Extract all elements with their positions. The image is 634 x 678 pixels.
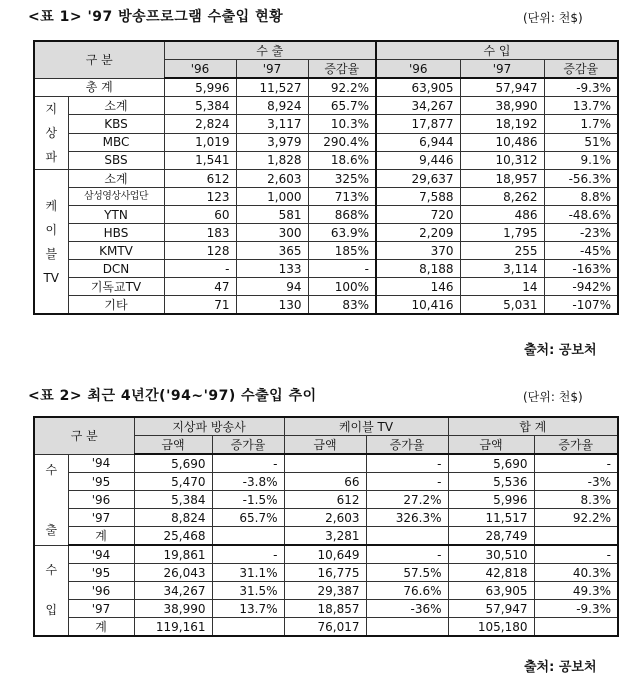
- cell-value: 868%: [308, 206, 376, 224]
- header-sub-4: 금액: [448, 436, 534, 455]
- cell-value: 76.6%: [366, 582, 448, 600]
- cell-value: 5,384: [134, 491, 212, 509]
- cell-value: 5,690: [134, 454, 212, 473]
- table2: [33, 416, 619, 637]
- row-label: '95: [68, 473, 134, 491]
- cell-value: 5,996: [448, 491, 534, 509]
- cell-value: 185%: [308, 242, 376, 260]
- cell-value: 38,990: [134, 600, 212, 618]
- table2-title: <표 2> 최근 4년간('94~'97) 수출입 추이: [28, 388, 317, 404]
- row-label: 계: [68, 618, 134, 637]
- cell-value: 7,588: [376, 188, 460, 206]
- cell-value: 25,468: [134, 527, 212, 546]
- total-value: 57,947: [460, 78, 544, 97]
- cell-value: 49.3%: [534, 582, 618, 600]
- row-label: YTN: [68, 206, 164, 224]
- header-sub-1: '97: [236, 60, 308, 79]
- header-sub-3: '96: [376, 60, 460, 79]
- header-sub-2: 금액: [284, 436, 366, 455]
- cell-value: 720: [376, 206, 460, 224]
- cell-value: -: [212, 454, 284, 473]
- header-sub-5: 증가율: [534, 436, 618, 455]
- row-label: 소계: [68, 97, 164, 115]
- cell-value: -36%: [366, 600, 448, 618]
- group-label: 수 입: [34, 545, 68, 636]
- cell-value: 5,536: [448, 473, 534, 491]
- cell-value: 29,387: [284, 582, 366, 600]
- table1-title: <표 1> '97 방송프로그램 수출입 현황: [28, 9, 284, 25]
- cell-value: 57.5%: [366, 564, 448, 582]
- cell-value: 13.7%: [212, 600, 284, 618]
- cell-value: 3,117: [236, 115, 308, 133]
- cell-value: 1,541: [164, 151, 236, 169]
- cell-value: 19,861: [134, 545, 212, 564]
- cell-value: 13.7%: [544, 97, 618, 115]
- row-label: 삼성영상사업단: [68, 188, 164, 206]
- cell-value: 255: [460, 242, 544, 260]
- header-sub-5: 증감율: [544, 60, 618, 79]
- cell-value: -3%: [534, 473, 618, 491]
- cell-value: 370: [376, 242, 460, 260]
- cell-value: 1,828: [236, 151, 308, 169]
- cell-value: 65.7%: [212, 509, 284, 527]
- cell-value: 9,446: [376, 151, 460, 169]
- cell-value: 5,470: [134, 473, 212, 491]
- cell-value: 66: [284, 473, 366, 491]
- header-terrestrial: 지상파 방송사: [134, 417, 284, 436]
- table1-unit: (단위: 천$): [523, 11, 583, 25]
- cell-value: 130: [236, 296, 308, 315]
- cell-value: 8,188: [376, 260, 460, 278]
- row-label: KBS: [68, 115, 164, 133]
- cell-value: -1.5%: [212, 491, 284, 509]
- cell-value: 18,957: [460, 170, 544, 188]
- cell-value: 1,019: [164, 133, 236, 151]
- cell-value: 5,384: [164, 97, 236, 115]
- total-value: 5,996: [164, 78, 236, 97]
- header-sub-0: '96: [164, 60, 236, 79]
- cell-value: 26,043: [134, 564, 212, 582]
- cell-value: 10,486: [460, 133, 544, 151]
- cell-value: 2,603: [284, 509, 366, 527]
- cell-value: 1,795: [460, 224, 544, 242]
- cell-value: 38,990: [460, 97, 544, 115]
- row-label: '97: [68, 509, 134, 527]
- cell-value: 51%: [544, 133, 618, 151]
- total-value: 11,527: [236, 78, 308, 97]
- cell-value: -942%: [544, 278, 618, 296]
- cell-value: 17,877: [376, 115, 460, 133]
- cell-value: 325%: [308, 170, 376, 188]
- cell-value: 18,857: [284, 600, 366, 618]
- cell-value: 63,905: [448, 582, 534, 600]
- cell-value: 612: [164, 170, 236, 188]
- cell-value: 119,161: [134, 618, 212, 637]
- cell-value: 29,637: [376, 170, 460, 188]
- header-sub-1: 증가율: [212, 436, 284, 455]
- cell-value: -: [308, 260, 376, 278]
- header-import: 수 입: [376, 41, 618, 60]
- group-label: 지 상 파: [34, 97, 68, 170]
- cell-value: 123: [164, 188, 236, 206]
- row-label: '96: [68, 491, 134, 509]
- row-label: '95: [68, 564, 134, 582]
- cell-value: 10,312: [460, 151, 544, 169]
- table1: [33, 40, 619, 315]
- cell-value: 290.4%: [308, 133, 376, 151]
- header-sub-4: '97: [460, 60, 544, 79]
- cell-value: -45%: [544, 242, 618, 260]
- cell-value: 3,979: [236, 133, 308, 151]
- cell-value: -3.8%: [212, 473, 284, 491]
- cell-value: 100%: [308, 278, 376, 296]
- cell-value: 326.3%: [366, 509, 448, 527]
- cell-value: -23%: [544, 224, 618, 242]
- cell-value: [534, 527, 618, 546]
- cell-value: [534, 618, 618, 637]
- cell-value: -: [366, 473, 448, 491]
- cell-value: -: [212, 545, 284, 564]
- cell-value: 9.1%: [544, 151, 618, 169]
- cell-value: 300: [236, 224, 308, 242]
- header-cable: 케이블 TV: [284, 417, 448, 436]
- cell-value: 133: [236, 260, 308, 278]
- cell-value: 105,180: [448, 618, 534, 637]
- cell-value: 65.7%: [308, 97, 376, 115]
- cell-value: -163%: [544, 260, 618, 278]
- cell-value: [366, 618, 448, 637]
- cell-value: 365: [236, 242, 308, 260]
- cell-value: 76,017: [284, 618, 366, 637]
- group-label: 수 출: [34, 454, 68, 545]
- cell-value: 6,944: [376, 133, 460, 151]
- cell-value: -56.3%: [544, 170, 618, 188]
- cell-value: 1,000: [236, 188, 308, 206]
- cell-value: 10.3%: [308, 115, 376, 133]
- row-label: KMTV: [68, 242, 164, 260]
- total-label: 총 계: [34, 78, 164, 97]
- cell-value: 31.1%: [212, 564, 284, 582]
- header-category: 구 분: [34, 41, 164, 78]
- cell-value: [212, 527, 284, 546]
- header-sub-0: 금액: [134, 436, 212, 455]
- cell-value: 5,031: [460, 296, 544, 315]
- row-label: DCN: [68, 260, 164, 278]
- group-label: 케 이 블 TV: [34, 170, 68, 315]
- row-label: '96: [68, 582, 134, 600]
- header-total: 합 계: [448, 417, 618, 436]
- cell-value: 92.2%: [534, 509, 618, 527]
- cell-value: 5,690: [448, 454, 534, 473]
- cell-value: -: [534, 545, 618, 564]
- cell-value: 40.3%: [534, 564, 618, 582]
- cell-value: 713%: [308, 188, 376, 206]
- table2-source: 출처: 공보처: [524, 660, 597, 675]
- row-label: SBS: [68, 151, 164, 169]
- row-label: '94: [68, 454, 134, 473]
- cell-value: 60: [164, 206, 236, 224]
- total-value: -9.3%: [544, 78, 618, 97]
- total-value: 63,905: [376, 78, 460, 97]
- cell-value: [212, 618, 284, 637]
- cell-value: 8.8%: [544, 188, 618, 206]
- cell-value: 16,775: [284, 564, 366, 582]
- header-export: 수 출: [164, 41, 376, 60]
- cell-value: 42,818: [448, 564, 534, 582]
- cell-value: 581: [236, 206, 308, 224]
- cell-value: -48.6%: [544, 206, 618, 224]
- cell-value: 183: [164, 224, 236, 242]
- cell-value: 71: [164, 296, 236, 315]
- header-category: 구 분: [34, 417, 134, 454]
- cell-value: 18.6%: [308, 151, 376, 169]
- header-sub-3: 증가율: [366, 436, 448, 455]
- cell-value: 8,824: [134, 509, 212, 527]
- row-label: 기독교TV: [68, 278, 164, 296]
- cell-value: -: [366, 454, 448, 473]
- total-value: 92.2%: [308, 78, 376, 97]
- cell-value: 47: [164, 278, 236, 296]
- cell-value: 8.3%: [534, 491, 618, 509]
- cell-value: -9.3%: [534, 600, 618, 618]
- row-label: 기타: [68, 296, 164, 315]
- cell-value: 57,947: [448, 600, 534, 618]
- cell-value: 94: [236, 278, 308, 296]
- cell-value: 2,824: [164, 115, 236, 133]
- cell-value: 8,924: [236, 97, 308, 115]
- cell-value: 63.9%: [308, 224, 376, 242]
- cell-value: -: [534, 454, 618, 473]
- cell-value: 34,267: [134, 582, 212, 600]
- table1-source: 출처: 공보처: [524, 343, 597, 358]
- cell-value: 10,416: [376, 296, 460, 315]
- row-label: '94: [68, 545, 134, 564]
- cell-value: 10,649: [284, 545, 366, 564]
- cell-value: 3,281: [284, 527, 366, 546]
- cell-value: 3,114: [460, 260, 544, 278]
- row-label: HBS: [68, 224, 164, 242]
- table2-unit: (단위: 천$): [523, 390, 583, 404]
- cell-value: 2,209: [376, 224, 460, 242]
- cell-value: 28,749: [448, 527, 534, 546]
- cell-value: -: [366, 545, 448, 564]
- cell-value: -107%: [544, 296, 618, 315]
- cell-value: 612: [284, 491, 366, 509]
- cell-value: 34,267: [376, 97, 460, 115]
- cell-value: 31.5%: [212, 582, 284, 600]
- cell-value: 8,262: [460, 188, 544, 206]
- cell-value: 486: [460, 206, 544, 224]
- row-label: 소계: [68, 170, 164, 188]
- cell-value: [366, 527, 448, 546]
- cell-value: 18,192: [460, 115, 544, 133]
- row-label: '97: [68, 600, 134, 618]
- header-sub-2: 증감율: [308, 60, 376, 79]
- cell-value: 2,603: [236, 170, 308, 188]
- cell-value: 14: [460, 278, 544, 296]
- cell-value: 83%: [308, 296, 376, 315]
- cell-value: -: [164, 260, 236, 278]
- row-label: 계: [68, 527, 134, 546]
- cell-value: 11,517: [448, 509, 534, 527]
- cell-value: [284, 454, 366, 473]
- cell-value: 30,510: [448, 545, 534, 564]
- cell-value: 1.7%: [544, 115, 618, 133]
- cell-value: 27.2%: [366, 491, 448, 509]
- row-label: MBC: [68, 133, 164, 151]
- cell-value: 128: [164, 242, 236, 260]
- cell-value: 146: [376, 278, 460, 296]
